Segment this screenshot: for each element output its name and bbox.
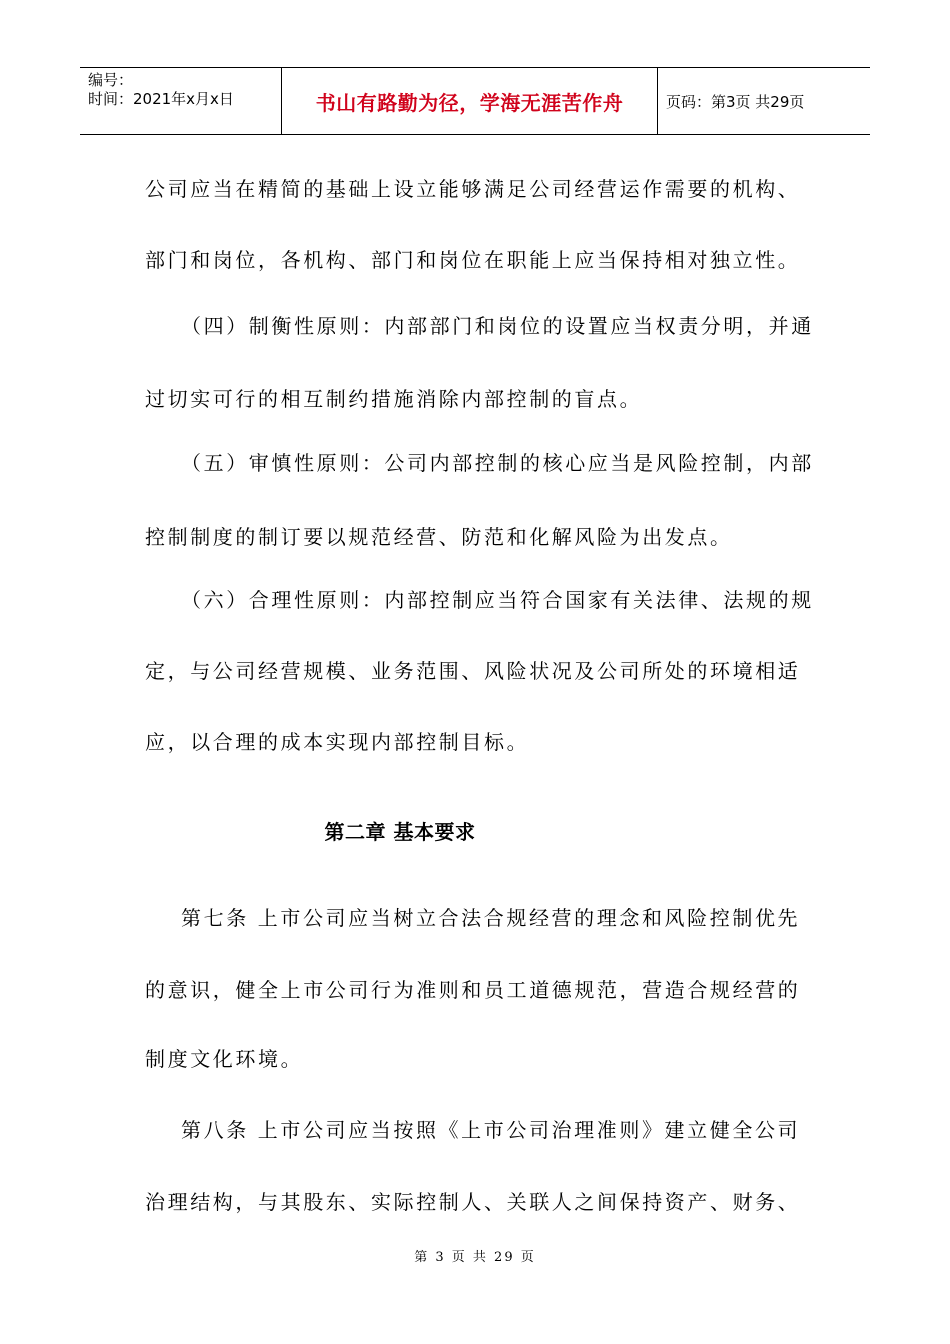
body-line: （六）合理性原则：内部控制应当符合国家有关法律、法规的规 bbox=[181, 588, 814, 612]
header-motto: 书山有路勤为径，学海无涯苦作舟 bbox=[282, 68, 658, 134]
body-line: 部门和岗位，各机构、部门和岗位在职能上应当保持相对独立性。 bbox=[145, 248, 801, 272]
body-line: 第七条 上市公司应当树立合法合规经营的理念和风险控制优先 bbox=[181, 906, 801, 930]
body-line: （五）审慎性原则：公司内部控制的核心应当是风险控制，内部 bbox=[181, 451, 814, 475]
date-label: 时间：2021年x月x日 bbox=[88, 90, 234, 108]
body-line: 控制制度的制订要以规范经营、防范和化解风险为出发点。 bbox=[145, 525, 733, 549]
body-line: 的意识，健全上市公司行为准则和员工道德规范，营造合规经营的 bbox=[145, 978, 801, 1002]
document-header bbox=[80, 67, 870, 135]
body-line: 公司应当在精简的基础上设立能够满足公司经营运作需要的机构、 bbox=[145, 177, 801, 201]
body-line: 过切实可行的相互制约措施消除内部控制的盲点。 bbox=[145, 387, 643, 411]
serial-number-label: 编号： bbox=[88, 71, 134, 89]
body-line: 制度文化环境。 bbox=[145, 1047, 304, 1071]
body-line: 第八条 上市公司应当按照《上市公司治理准则》建立健全公司 bbox=[181, 1118, 801, 1142]
body-line: （四）制衡性原则：内部部门和岗位的设置应当权责分明，并通 bbox=[181, 314, 814, 338]
page-footer: 第 3 页 共 29 页 bbox=[414, 1250, 536, 1265]
body-line: 应，以合理的成本实现内部控制目标。 bbox=[145, 730, 530, 754]
chapter-title: 第二章 基本要求 bbox=[324, 820, 476, 844]
body-line: 治理结构，与其股东、实际控制人、关联人之间保持资产、财务、 bbox=[145, 1190, 801, 1214]
header-page-info: 页码：第3页 共29页 bbox=[666, 92, 805, 111]
header-meta bbox=[80, 68, 282, 134]
body-line: 定，与公司经营规模、业务范围、风险状况及公司所处的环境相适 bbox=[145, 659, 801, 683]
